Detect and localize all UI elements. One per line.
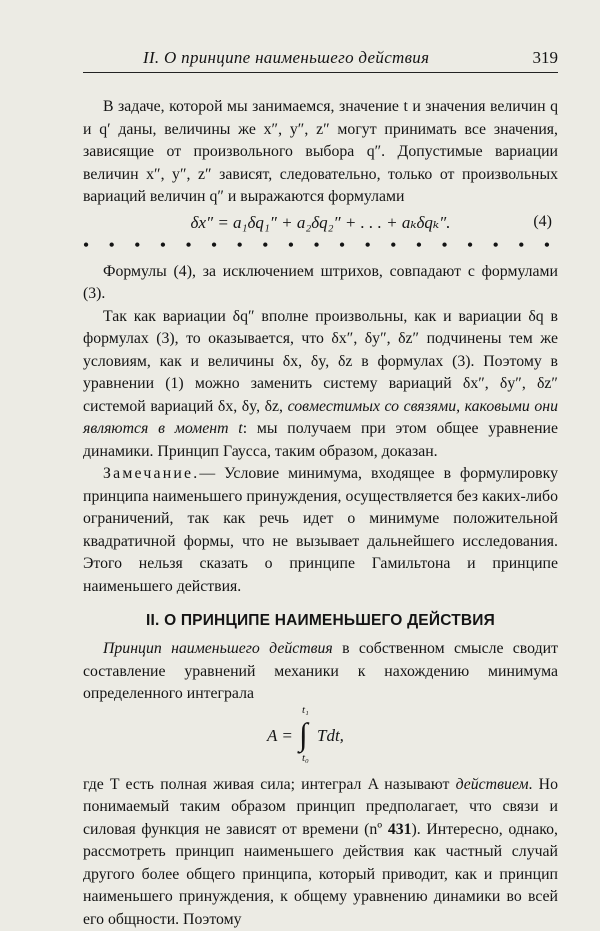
section-title: II. О ПРИНЦИПЕ НАИМЕНЬШЕГО ДЕЙСТВИЯ [83, 612, 558, 630]
action-text-1: где T есть полная живая сила; интеграл A называют [83, 776, 456, 793]
gauss-proof-italic: совместимых со связями, каковыми они являются в момент t [83, 398, 558, 438]
integral-lower-limit: t₀ [302, 752, 309, 764]
remark-text: — Условие минимума, входящее в формулировку принципа наименьшего принуждения, осуществляется без каких-либо ограничений, так как речь идет о минимуме положительной квадратичной формы, что не вызывает дальнейшего исследования. Этого нельзя сказать о принципе Гамильтона и принципе наименьшего действия. [83, 465, 558, 595]
paragraph-least-action [83, 638, 558, 706]
integral-formula [83, 710, 558, 770]
paragraph-variations: В задаче, которой мы занимаемся, значение t и значения величин q и q′ даны, величины же x″, y″, z″ могут принимать все значения, зависящие от произвольного выбора q″. Допустимые вариации величин x″, y″, z″ зависят, следовательно, только от произвольных вариаций величин q″ и выражаются формулами [83, 96, 558, 209]
paragraph-formulas-note: Формулы (4), за исключением штрихов, совпадают с формулами (3). [83, 261, 558, 306]
integral-sign: ∫ [299, 714, 308, 754]
formula-4-expression: δx″ = a₁δq₁″ + a₂δq₂″ + . . . + aₖδqₖ″. [83, 213, 558, 233]
header-rule [83, 72, 558, 73]
action-text-3: ). Интересно, однако, рассмотреть принцип наименьшего действия как частный случай другого более общего принципа, который приводит, как и принцип наименьшего принуждения, к общему уравнению динамики во всей его общности. Поэтому [83, 821, 558, 928]
paragraph-action-definition [83, 774, 558, 931]
paragraph-remark [83, 463, 558, 598]
action-bold-ref: 431 [388, 821, 412, 838]
action-italic: действием [456, 776, 529, 793]
integral-integrand: Tdt, [317, 726, 344, 746]
gauss-proof-text-2: : мы получаем при этом общее уравнение динамики. Принцип Гаусса, таким образом, доказан. [83, 420, 558, 460]
gauss-proof-text-1: Так как вариации δq″ вполне произвольны, как и вариации δq в формулах (3), то оказывается, что δx″, δy″, δz″ подчинены тем же условиям, как и величины δx, δy, δz в формулах (3). Поэтому в уравнении (1) можно заменить систему вариаций δx″, δy″, δz″ системой вариаций δx, δy, δz, [83, 308, 558, 415]
least-action-italic: Принцип наименьшего действия [103, 640, 333, 657]
least-action-text: в собственном смысле сводит составление уравнений механики к нахождению минимума определенного интеграла [83, 640, 558, 702]
running-header [83, 44, 558, 74]
dotted-separator: • • • • • • • • • • • • • • • • • • • [83, 239, 558, 253]
paragraph-gauss-proof [83, 306, 558, 464]
header-title: II. О принципе наименьшего действия [143, 48, 429, 68]
formula-4-number: (4) [533, 213, 552, 231]
formula-4 [83, 211, 558, 239]
page-number: 319 [533, 48, 559, 68]
action-text-2: . Но понимаемый таким образом принцип предполагает, что связи и силовая функция не зависят от времени (nº [83, 776, 558, 838]
remark-lead: Замечание. [103, 465, 199, 482]
page-body [83, 96, 558, 931]
integral-lhs: A = [267, 726, 293, 746]
integral-upper-limit: t₁ [302, 704, 309, 716]
